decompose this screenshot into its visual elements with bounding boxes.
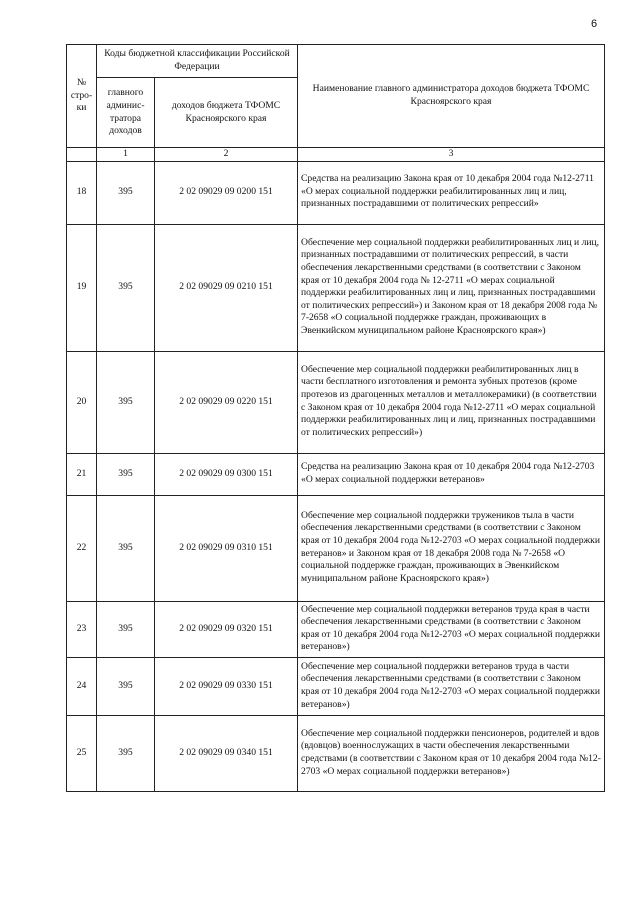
- revenue-code: 2 02 09029 09 0200 151: [155, 161, 298, 224]
- header-admin-code: главного админис-тратора доходов: [97, 78, 155, 148]
- column-index-row: [67, 148, 605, 162]
- row-number: 22: [67, 495, 97, 601]
- revenue-code: 2 02 09029 09 0310 151: [155, 495, 298, 601]
- revenue-code: 2 02 09029 09 0220 151: [155, 351, 298, 453]
- admin-code: 395: [97, 453, 155, 495]
- row-number: 20: [67, 351, 97, 453]
- table-row: [67, 657, 605, 715]
- revenue-code: 2 02 09029 09 0340 151: [155, 715, 298, 791]
- table-row: [67, 224, 605, 351]
- table-row: [67, 495, 605, 601]
- row-number: 21: [67, 453, 97, 495]
- revenue-name: Средства на реализацию Закона края от 10 декабря 2004 года №12-2703 «О мерах социальной поддержки ветеранов»: [298, 453, 605, 495]
- column-index-3: 3: [298, 148, 605, 162]
- column-index-blank: [67, 148, 97, 162]
- budget-classification-table: [66, 44, 605, 792]
- header-row-number: № стро-ки: [67, 45, 97, 148]
- admin-code: 395: [97, 657, 155, 715]
- admin-code: 395: [97, 495, 155, 601]
- revenue-name: Обеспечение мер социальной поддержки ветеранов труда в части обеспечения лекарственными средствами (в соответствии с Законом края от 10 декабря 2004 года №12-2703 «О мерах социальной поддержки ветеранов»): [298, 657, 605, 715]
- column-index-2: 2: [155, 148, 298, 162]
- header-revenue-code: доходов бюджета ТФОМС Красноярского края: [155, 78, 298, 148]
- revenue-name: Средства на реализацию Закона края от 10 декабря 2004 года №12-2711 «О мерах социальной поддержки реабилитированных лиц и лиц, признанных пострадавшими от политических репрессий»: [298, 161, 605, 224]
- row-number: 18: [67, 161, 97, 224]
- page-number: 6: [591, 18, 598, 30]
- table-row: [67, 453, 605, 495]
- revenue-name: Обеспечение мер социальной поддержки пенсионеров, родителей и вдов (вдовцов) военнослужащих в части обеспечения лекарственными средствами (в соответствии с Законом края от 10 декабря 2004 года №12-2703 «О мерах социальной поддержки ветеранов»): [298, 715, 605, 791]
- row-number: 23: [67, 601, 97, 657]
- table-row: [67, 601, 605, 657]
- revenue-name: Обеспечение мер социальной поддержки реабилитированных лиц и лиц, признанных пострадавшими от политических репрессий, в части обеспечения лекарственными средствами (в соответствии с Законом края от 10 декабря 2004 года № 12-2711 «О мерах социальной поддержки реабилитированных лиц и лиц, признанных пострадавшими от политических репрессий») и Законом края от 18 декабря 2008 года № 7-2658 «О социальной поддержке граждан, проживающих в Эвенкийском муниципальном районе Красноярского края»): [298, 224, 605, 351]
- revenue-code: 2 02 09029 09 0320 151: [155, 601, 298, 657]
- table-row: [67, 351, 605, 453]
- revenue-name: Обеспечение мер социальной поддержки ветеранов труда края в части обеспечения лекарственными средствами (в соответствии с Законом края от 10 декабря 2004 года №12-2703 «О мерах социальной поддержки ветеранов»): [298, 601, 605, 657]
- row-number: 25: [67, 715, 97, 791]
- revenue-name: Обеспечение мер социальной поддержки реабилитированных лиц в части бесплатного изготовления и ремонта зубных протезов (кроме протезов из драгоценных металлов и металлокерамики) (в соответствии с Законом края от 10 декабря 2004 года №12-2711 «О мерах социальной поддержки реабилитированных лиц и лиц, признанных пострадавшими от политических репрессий»): [298, 351, 605, 453]
- revenue-code: 2 02 09029 09 0210 151: [155, 224, 298, 351]
- revenue-code: 2 02 09029 09 0300 151: [155, 453, 298, 495]
- admin-code: 395: [97, 224, 155, 351]
- row-number: 24: [67, 657, 97, 715]
- admin-code: 395: [97, 161, 155, 224]
- row-number: 19: [67, 224, 97, 351]
- table-row: [67, 161, 605, 224]
- revenue-name: Обеспечение мер социальной поддержки тружеников тыла в части обеспечения лекарственными средствами (в соответствии с Законом края от 10 декабря 2004 года №12-2703 «О мерах социальной поддержки ветеранов» и Законом края от 18 декабря 2008 года № 7-2658 «О социальной поддержке граждан, проживающих в Эвенкийском муниципальном районе Красноярского края»): [298, 495, 605, 601]
- admin-code: 395: [97, 351, 155, 453]
- column-index-1: 1: [97, 148, 155, 162]
- header-codes-group: Коды бюджетной классификации Российской Федерации: [97, 45, 298, 78]
- header-administrator-name: Наименование главного администратора доходов бюджета ТФОМС Красноярского края: [298, 45, 605, 148]
- admin-code: 395: [97, 601, 155, 657]
- admin-code: 395: [97, 715, 155, 791]
- table-row: [67, 715, 605, 791]
- revenue-code: 2 02 09029 09 0330 151: [155, 657, 298, 715]
